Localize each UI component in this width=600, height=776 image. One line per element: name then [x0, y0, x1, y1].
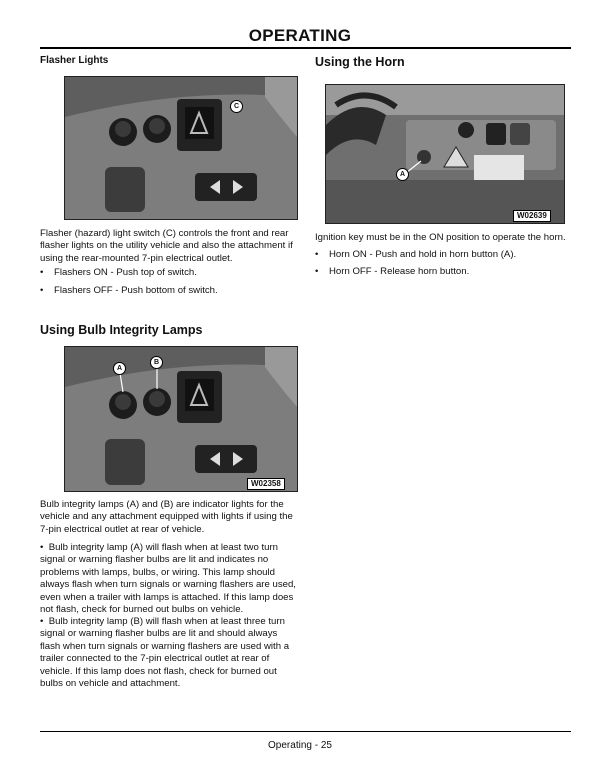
bullet-text: Horn ON - Push and hold in horn button (A). [329, 249, 517, 260]
callout-c: C [230, 100, 243, 113]
list-item [40, 542, 296, 616]
list-item [40, 267, 304, 279]
horn-paragraph: Ignition key must be in the ON position to operate the horn. [315, 232, 566, 243]
bulb-lamps-photo [64, 346, 298, 492]
header-rule [40, 47, 571, 49]
bulb-paragraph: Bulb integrity lamps (A) and (B) are indicator lights for the vehicle and any attachment equipped with lights if using the 7-pin electrical outlet at rear of vehicle. [40, 499, 293, 535]
bullet-text: Bulb integrity lamp (B) will flash when at least three turn signal or warning flasher bulbs are lit and should always flash when turn signals or warning flashers are used with a trailer connected to the 7-pin electrical outlet at rear of vehicle. If this lamp does not flash, check for burned out bulbs on vehicle and attachment. [40, 616, 290, 690]
horn-button-photo [325, 84, 565, 224]
bullet-text: Flashers OFF - Push bottom of switch. [54, 285, 218, 296]
callout-b: B [150, 356, 163, 369]
bulb-heading: Using Bulb Integrity Lamps [40, 323, 203, 337]
bullet-text: Bulb integrity lamp (A) will flash when at least two turn signal or warning flasher bulbs are lit and indicates no problems with lamps, bulbs, or wiring. This lamp should always flash when turn signals or warning flashers are used, even when a trailer with lamps is attached. If this lamp does not flash, check for burned out bulbs on vehicle. [40, 542, 296, 616]
image-code: W02358 [247, 478, 285, 490]
bullet-dot: • [40, 285, 44, 296]
page-title: OPERATING [248, 26, 352, 45]
list-item [40, 285, 304, 297]
flasher-heading: Flasher Lights [40, 55, 109, 66]
bullet-text: Horn OFF - Release horn button. [329, 266, 470, 277]
flasher-paragraph: Flasher (hazard) light switch (C) controls the front and rear flasher lights on the utility vehicle and also the attachment if using the rear-mounted 7-pin electrical outlet. [40, 228, 293, 264]
list-item [315, 249, 585, 261]
bullet-dot: • [315, 266, 319, 277]
horn-image-code: W02639 [513, 210, 551, 222]
horn-callout-a: A [396, 168, 409, 181]
footer-rule [40, 731, 571, 732]
flasher-switch-photo [64, 76, 298, 220]
bullet-dot: • [40, 267, 44, 278]
bullet-dot: • [315, 249, 319, 260]
bullet-dot: • [40, 542, 44, 553]
bullet-dot: • [40, 616, 44, 627]
list-item [40, 616, 296, 690]
horn-heading: Using the Horn [315, 55, 405, 69]
list-item [315, 266, 585, 278]
page-footer: Operating - 25 [268, 740, 332, 751]
bullet-text: Flashers ON - Push top of switch. [54, 267, 197, 278]
callout-a: A [113, 362, 126, 375]
